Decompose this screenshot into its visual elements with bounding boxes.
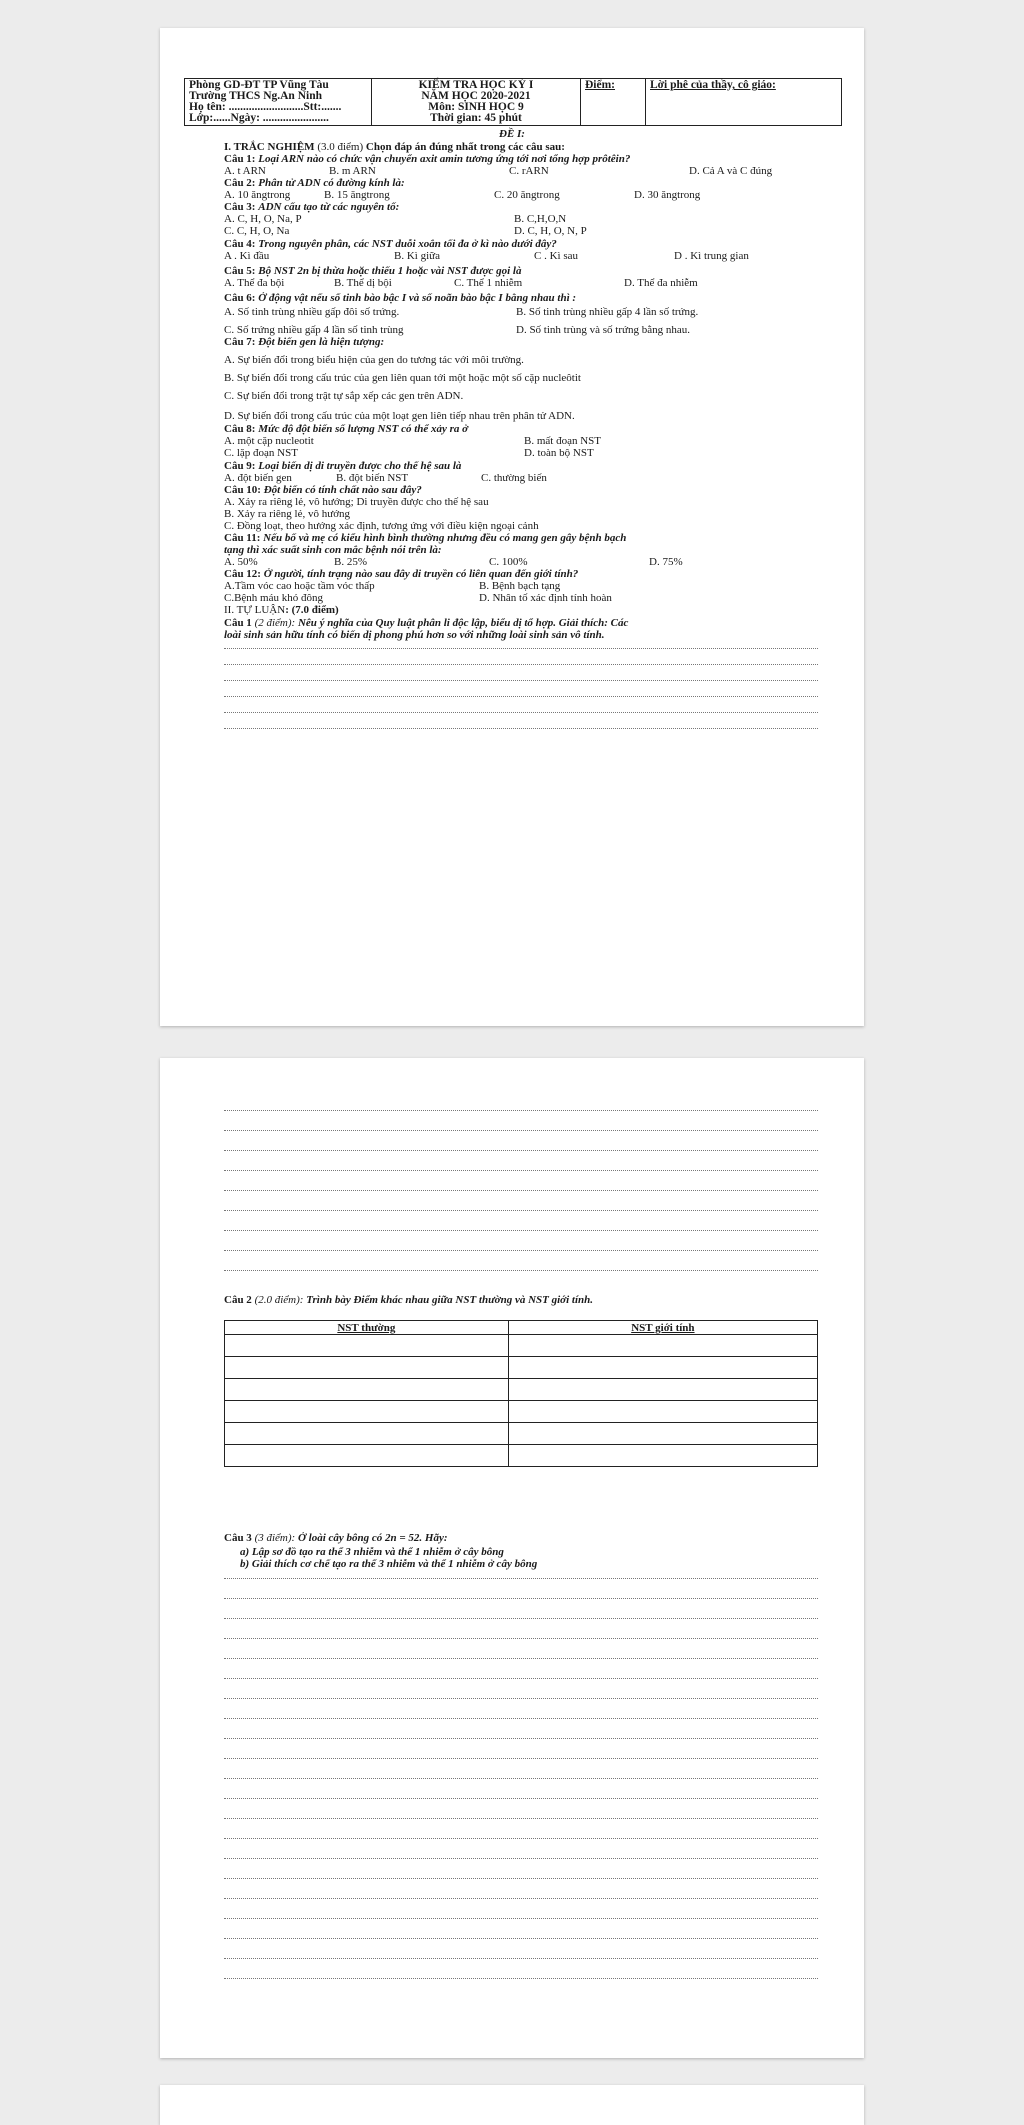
question-5: [224, 265, 521, 277]
option: A. C, H, O, Na, P: [224, 213, 302, 225]
option: A. Thể đa bội: [224, 277, 285, 289]
option: B. mất đoạn NST: [524, 435, 601, 447]
option: B. C,H,O,N: [514, 213, 567, 225]
exam-info-cell: [372, 79, 581, 126]
q-text: Loại biến dị di truyền được cho thế hệ sau là: [258, 460, 462, 472]
option: A. t ARN: [224, 165, 266, 177]
table-cell[interactable]: [225, 1357, 509, 1379]
option: D. C, H, O, N, P: [514, 225, 587, 237]
exam-header-table: [184, 78, 842, 126]
q8-options: [224, 435, 824, 459]
option: D. toàn bộ NST: [524, 447, 594, 459]
table-cell[interactable]: [508, 1445, 817, 1467]
q-label: Câu 1: [224, 617, 252, 629]
q-text: Nếu bố và mẹ có kiểu hình bình thường nhưng đều có mang gen gây bệnh bạch: [263, 532, 627, 544]
q6-options: [224, 306, 816, 336]
exam-page-3: [160, 2085, 864, 2125]
q-text: Đột biến gen là hiện tượng:: [258, 336, 385, 348]
option: A.Tầm vóc cao hoặc tầm vóc thấp: [224, 580, 375, 592]
essay-question-3: [224, 1532, 448, 1544]
answer-line: [224, 648, 818, 649]
q7-option-c: C. Sự biến đổi trong trật tự sắp xếp các gen trên ADN.: [224, 390, 464, 402]
e3-part-b: b) Giải thích cơ chế tạo ra thể 3 nhiễm và thể 1 nhiễm ở cây bông: [240, 1558, 538, 1570]
exam-page-2: [160, 1058, 864, 2058]
answer-line: [224, 1878, 818, 1879]
q-text: Đột biến có tính chất nào sau đây?: [263, 484, 422, 496]
option: B. Số tinh trùng nhiều gấp 4 lần số trứng.: [516, 306, 699, 318]
q-label: Câu 4:: [224, 238, 256, 250]
option: A . Kì đầu: [224, 250, 270, 262]
answer-line: [224, 1638, 818, 1639]
q-text: Bộ NST 2n bị thừa hoặc thiếu 1 hoặc vài NST được gọi là: [258, 265, 522, 277]
option: D. Cả A và C đúng: [689, 165, 773, 177]
table-cell[interactable]: [225, 1423, 509, 1445]
essay-question-2: [224, 1294, 593, 1306]
answer-line: [224, 1698, 818, 1699]
q-text: Ở loài cây bông có 2n = 52. Hãy:: [297, 1532, 448, 1544]
q7-option-d: D. Sự biến đổi trong cấu trúc của một loạt gen liên tiếp nhau trên phân tử ADN.: [224, 410, 575, 422]
option: D . Kì trung gian: [674, 250, 749, 262]
answer-line: [224, 1578, 818, 1579]
answer-line: [224, 1250, 818, 1251]
answer-line: [224, 1758, 818, 1759]
option: B. 25%: [334, 556, 367, 568]
q-points: (3 điểm):: [254, 1532, 296, 1544]
q-text: Loại ARN nào có chức vận chuyển axit amin tương ứng tới nơi tổng hợp prôtêin?: [258, 153, 631, 165]
table-cell[interactable]: [225, 1379, 509, 1401]
part1-instruction: Chọn đáp án đúng nhất trong các câu sau:: [365, 141, 565, 153]
option: D. Nhân tố xác định tính hoàn: [479, 592, 612, 604]
answer-line: [224, 728, 818, 729]
answer-line: [224, 1798, 818, 1799]
option: D. 30 ăngtrong: [634, 189, 701, 201]
q-points: (2 điểm):: [254, 617, 296, 629]
subject: Môn: SINH HỌC 9: [428, 101, 524, 113]
q11-options: [224, 556, 819, 568]
option: C. Số trứng nhiều gấp 4 lần số tinh trùng: [224, 324, 404, 336]
answer-line: [224, 696, 818, 697]
q-label: Câu 5:: [224, 265, 256, 277]
q-text: Ở người, tính trạng nào sau đây di truyền có liên quan đến giới tính?: [263, 568, 579, 580]
nst-comparison-table: [224, 1320, 818, 1467]
q-text: Phân tử ADN có đường kính là:: [258, 177, 405, 189]
option: C. Thể 1 nhiễm: [454, 277, 523, 289]
option: C. C, H, O, Na: [224, 225, 290, 237]
student-name-field: Họ tên: ..........................Stt:.......: [189, 101, 342, 113]
answer-line: [224, 1598, 818, 1599]
part2-title: II. TỰ LUẬN: [224, 604, 286, 616]
option: C. lặp đoạn NST: [224, 447, 298, 459]
question-9: [224, 460, 461, 472]
teacher-comment-cell: Lời phê của thầy, cô giáo:: [646, 79, 842, 126]
option: A. 50%: [224, 556, 258, 568]
answer-line: [224, 712, 818, 713]
col-nst-gioi-tinh: NST giới tính: [508, 1321, 817, 1335]
answer-line: [224, 1858, 818, 1859]
q-text: ADN cấu tạo từ các nguyên tố:: [258, 201, 400, 213]
q-label: Câu 3: [224, 1532, 252, 1544]
q-label: Câu 10:: [224, 484, 261, 496]
school-name: Trường THCS Ng.An Ninh: [189, 90, 322, 102]
q-label: Câu 3:: [224, 201, 256, 213]
part2-points: : (7.0 điểm): [285, 604, 339, 616]
q-label: Câu 2:: [224, 177, 256, 189]
answer-line: [224, 1718, 818, 1719]
q10-option-c: C. Đồng loạt, theo hướng xác định, tương ứng với điều kiện ngoại cảnh: [224, 520, 539, 532]
essay-question-1: [224, 617, 628, 629]
question-10: [224, 484, 422, 496]
answer-line: [224, 1270, 818, 1271]
score-cell: Điểm:: [581, 79, 646, 126]
option: D. Thể đa nhiễm: [624, 277, 698, 289]
table-cell[interactable]: [508, 1335, 817, 1357]
q7-option-a: A. Sự biến đổi trong biểu hiện của gen do tương tác với môi trường.: [224, 354, 524, 366]
answer-line: [224, 1818, 818, 1819]
table-cell[interactable]: [225, 1445, 509, 1467]
question-2: [224, 177, 405, 189]
class-date-field: Lớp:......Ngày: .......................: [189, 112, 329, 124]
question-8: [224, 423, 468, 435]
table-cell[interactable]: [225, 1335, 509, 1357]
question-4: [224, 238, 557, 250]
part2-heading: [224, 604, 339, 616]
table-cell[interactable]: [225, 1401, 509, 1423]
q-text: Trình bày Điểm khác nhau giữa NST thường và NST giới tính.: [306, 1294, 593, 1306]
answer-line: [224, 1130, 818, 1131]
option: C. 20 ăngtrong: [494, 189, 560, 201]
q5-options: [224, 277, 814, 289]
q-text: Trong nguyên phân, các NST duỗi xoắn tối đa ở kì nào dưới đây?: [258, 238, 557, 250]
option: A. một cặp nucleotit: [224, 435, 314, 447]
q3-options: [224, 213, 814, 237]
part1-heading: [224, 141, 565, 153]
question-1: [224, 153, 630, 165]
option: C . Kì sau: [534, 250, 578, 262]
answer-line: [224, 1110, 818, 1111]
table-cell[interactable]: [508, 1379, 817, 1401]
exam-title: KIỂM TRA HỌC KỲ I: [418, 79, 534, 91]
q10-option-b: B. Xảy ra riêng lẻ, vô hướng: [224, 508, 351, 520]
option: A. 10 ăngtrong: [224, 189, 291, 201]
q-label: Câu 11:: [224, 532, 261, 544]
q-label: Câu 12:: [224, 568, 261, 580]
option: B. 15 ăngtrong: [324, 189, 390, 201]
q11-text-cont: tạng thì xác suất sinh con mắc bệnh nói trên là:: [224, 544, 442, 556]
q-label: Câu 8:: [224, 423, 256, 435]
answer-line: [224, 1778, 818, 1779]
option: A. Số tinh trùng nhiều gấp đôi số trứng.: [224, 306, 400, 318]
q-text: Nêu ý nghĩa của Quy luật phân li độc lập, biểu dị tổ hợp. Giải thích: Các: [297, 617, 629, 629]
answer-line: [224, 1898, 818, 1899]
part1-points: (3.0 điểm): [317, 141, 364, 153]
answer-line: [224, 1978, 818, 1979]
option: B. Kì giữa: [394, 250, 440, 262]
answer-line: [224, 1938, 818, 1939]
answer-line: [224, 1170, 818, 1171]
school-year: NĂM HỌC 2020-2021: [421, 90, 531, 102]
q-text: Mức độ đột biến số lượng NST có thể xảy ra ở: [258, 423, 469, 435]
q-label: Câu 6:: [224, 292, 256, 304]
q1-options: [224, 165, 829, 177]
col-nst-thuong: NST thường: [225, 1321, 509, 1335]
q7-option-b: B. Sự biến đổi trong cấu trúc của gen liên quan tới một hoặc một số cặp nucleôtit: [224, 372, 581, 384]
department-name: Phòng GD-ĐT TP Vũng Tàu: [189, 79, 329, 91]
q4-options: [224, 250, 824, 262]
answer-line: [224, 1210, 818, 1211]
option: B. đột biến NST: [336, 472, 409, 484]
q-label: Câu 2: [224, 1294, 252, 1306]
option: C. 100%: [489, 556, 528, 568]
answer-line: [224, 1190, 818, 1191]
option: C.Bệnh máu khó đông: [224, 592, 323, 604]
option: B. Thể dị bội: [334, 277, 392, 289]
option: A. đột biến gen: [224, 472, 292, 484]
e1-text-cont: loài sinh sản hữu tính có biến dị phong phú hơn so với những loài sinh sản vô tính.: [224, 629, 605, 641]
answer-line: [224, 1150, 818, 1151]
q-label: Câu 1:: [224, 153, 256, 165]
q-points: (2.0 điểm):: [254, 1294, 304, 1306]
q12-options: [224, 580, 779, 604]
option: C. rARN: [509, 165, 549, 177]
option: D. 75%: [649, 556, 683, 568]
option: D. Số tinh trùng và số trứng bằng nhau.: [516, 324, 691, 336]
exam-page-1: [160, 28, 864, 1026]
q2-options: [224, 189, 784, 201]
option: B. Bệnh bạch tạng: [479, 580, 561, 592]
answer-line: [224, 1678, 818, 1679]
question-12: [224, 568, 578, 580]
duration: Thời gian: 45 phút: [430, 112, 522, 124]
question-6: [224, 292, 576, 304]
q9-options: [224, 472, 681, 484]
table-cell[interactable]: [508, 1423, 817, 1445]
table-cell[interactable]: [508, 1401, 817, 1423]
table-cell[interactable]: [508, 1357, 817, 1379]
q-label: Câu 7:: [224, 336, 256, 348]
question-7: [224, 336, 384, 348]
question-3: [224, 201, 399, 213]
answer-line: [224, 1738, 818, 1739]
question-11: [224, 532, 626, 544]
answer-line: [224, 1918, 818, 1919]
answer-line: [224, 1838, 818, 1839]
exam-version: ĐỀ I:: [499, 128, 525, 140]
e3-part-a: a) Lập sơ đồ tạo ra thể 3 nhiễm và thể 1 nhiễm ở cây bông: [240, 1546, 504, 1558]
answer-line: [224, 1618, 818, 1619]
q-text: Ở động vật nếu số tinh bào bậc I và số noãn bào bậc I bằng nhau thì :: [258, 292, 577, 304]
answer-line: [224, 1658, 818, 1659]
q10-option-a: A. Xảy ra riêng lẻ, vô hướng; Di truyền được cho thế hệ sau: [224, 496, 489, 508]
answer-line: [224, 1230, 818, 1231]
answer-line: [224, 664, 818, 665]
q-label: Câu 9:: [224, 460, 256, 472]
answer-line: [224, 680, 818, 681]
school-info-cell: [185, 79, 372, 126]
option: C. thường biến: [481, 472, 547, 484]
part1-title: I. TRẮC NGHIỆM: [224, 141, 315, 153]
option: B. m ARN: [329, 165, 376, 177]
answer-line: [224, 1958, 818, 1959]
